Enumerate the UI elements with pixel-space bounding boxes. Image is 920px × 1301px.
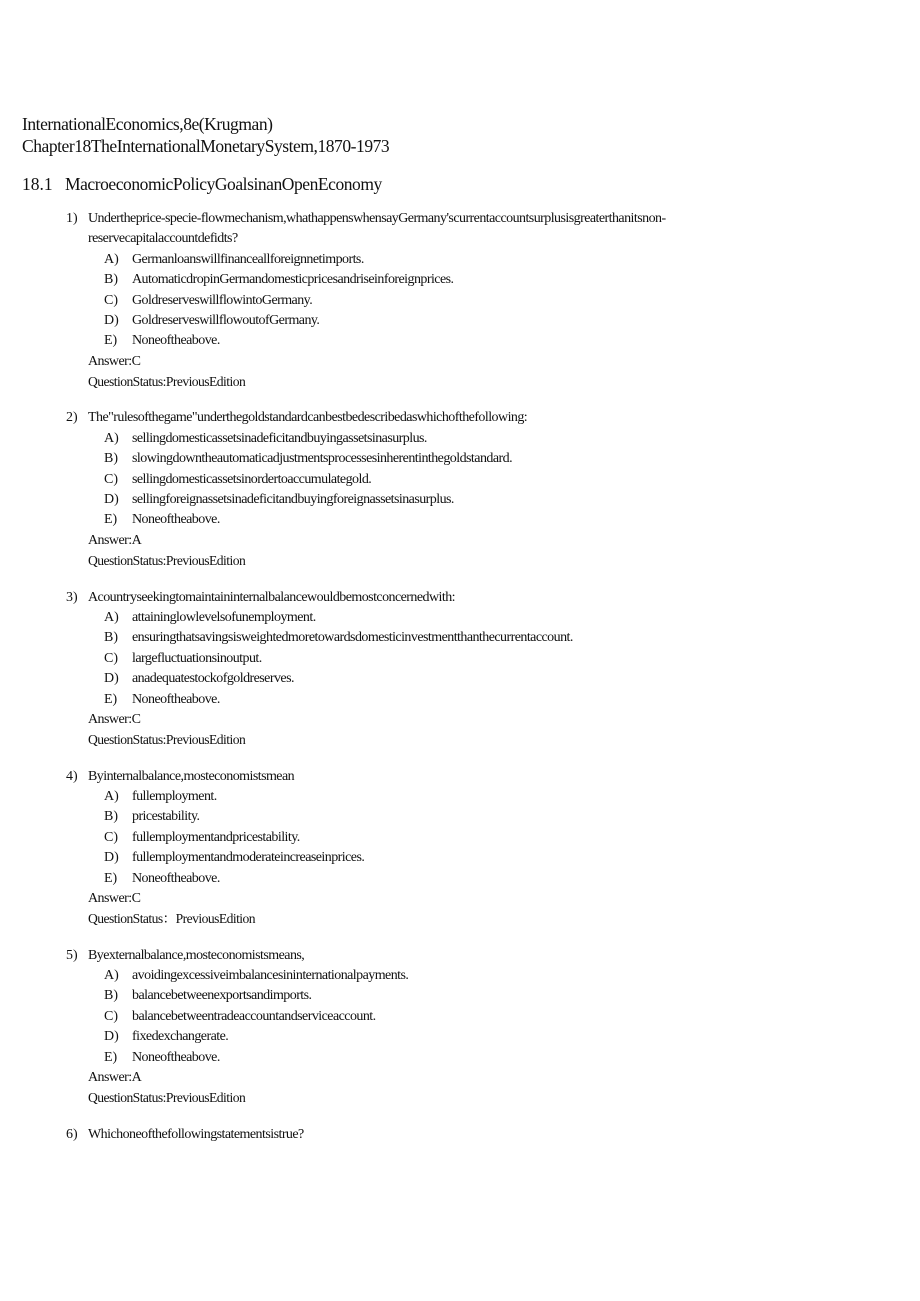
option-text: fixedexchangerate. — [132, 1029, 229, 1045]
answer-option — [66, 1048, 806, 1068]
question-text: Acountryseekingtomaintaininternalbalancewouldbemostconcernedwith: — [88, 589, 456, 605]
option-text: AutomaticdropinGermandomesticpricesandriseinforeignprices. — [132, 272, 454, 288]
answer-option — [66, 311, 806, 331]
option-letter: A) — [104, 430, 119, 446]
option-text: GoldreserveswillflowintoGermany. — [132, 292, 313, 308]
option-text: fullemploymentandpricestability. — [132, 829, 300, 845]
answer-option — [66, 669, 806, 689]
answer-option — [66, 787, 806, 807]
option-text: Noneoftheabove. — [132, 691, 220, 707]
option-letter: B) — [104, 988, 118, 1004]
option-letter: A) — [104, 968, 119, 983]
option-text: fullemployment. — [132, 788, 217, 804]
answer-option — [66, 690, 806, 710]
option-letter: A) — [104, 251, 119, 267]
question-stem — [66, 1125, 806, 1145]
option-letter: E) — [104, 691, 118, 707]
option-text: anadequatestockofgoldreserves. — [132, 671, 294, 687]
option-letter: D) — [104, 671, 119, 687]
question-stem — [66, 209, 806, 250]
option-letter: D) — [104, 850, 119, 866]
question-list — [66, 209, 806, 1161]
option-text: sellingdomesticassetsinordertoaccumulategold. — [132, 471, 372, 487]
option-text: avoidingexcessiveimbalancesininternationalpayments. — [132, 968, 409, 983]
answer-key: Answer:A — [88, 1070, 142, 1086]
answer-option — [66, 490, 806, 510]
question-status: QuestionStatus:PreviousEdition — [88, 1090, 246, 1106]
question-number: 2) — [66, 410, 78, 426]
option-letter: E) — [104, 870, 118, 886]
option-letter: B) — [104, 272, 118, 288]
question-item — [66, 767, 806, 930]
question-item — [66, 209, 806, 393]
option-letter: D) — [104, 492, 119, 508]
question-stem — [66, 767, 806, 787]
option-text: pricestability. — [132, 809, 200, 825]
question-status: QuestionStatus:PreviousEdition — [88, 374, 246, 390]
question-text: Byinternalbalance,mosteconomistsmean — [88, 768, 295, 784]
option-letter: C) — [104, 471, 118, 487]
answer-option — [66, 986, 806, 1006]
option-text: sellingforeignassetsinadeficitandbuyingforeignassetsinasurplus. — [132, 492, 454, 508]
answer-option — [66, 869, 806, 889]
question-text: Undertheprice-specie-flowmechanism,whathappenswhensayGermany'scurrentaccountsurplusisgreaterthanitsnon-reservecapitalaccountdefidts? — [88, 211, 666, 247]
option-letter: E) — [104, 512, 118, 528]
question-stem — [66, 946, 806, 966]
question-text: Byexternalbalance,mosteconomistsmeans, — [88, 947, 305, 963]
answer-option — [66, 510, 806, 530]
option-list — [66, 429, 806, 531]
option-letter: D) — [104, 1029, 119, 1045]
question-status: QuestionStatus：PreviousEdition — [88, 911, 256, 927]
question-number: 3) — [66, 589, 78, 605]
section-heading — [22, 174, 382, 194]
answer-option — [66, 449, 806, 469]
answer-option — [66, 828, 806, 848]
answer-key: Answer:C — [88, 890, 141, 906]
book-title: InternationalEconomics,8e(Krugman) — [22, 114, 273, 134]
answer-option — [66, 331, 806, 351]
option-letter: D) — [104, 313, 119, 329]
option-text: GoldreserveswillflowoutofGermany. — [132, 313, 320, 329]
option-text: slowingdowntheautomaticadjustmentsprocessesinherentinthegoldstandard. — [132, 451, 513, 467]
question-stem — [66, 408, 806, 428]
option-letter: C) — [104, 829, 118, 845]
option-text: balancebetweenexportsandimports. — [132, 988, 312, 1004]
answer-option — [66, 250, 806, 270]
answer-key: Answer:C — [88, 353, 141, 369]
question-number: 1) — [66, 211, 78, 226]
option-letter: C) — [104, 292, 118, 308]
answer-option — [66, 628, 806, 648]
option-text: balancebetweentradeaccountandserviceaccount. — [132, 1008, 376, 1024]
section-number: 18.1 — [22, 174, 53, 194]
option-text: Noneoftheabove. — [132, 333, 220, 349]
option-list — [66, 966, 806, 1068]
option-letter: B) — [104, 809, 118, 825]
option-text: fullemploymentandmoderateincreaseinprices. — [132, 850, 365, 866]
option-list — [66, 787, 806, 889]
question-stem — [66, 588, 806, 608]
option-list — [66, 608, 806, 710]
question-item — [66, 1125, 806, 1145]
answer-option — [66, 270, 806, 290]
option-letter: A) — [104, 609, 119, 625]
question-number: 6) — [66, 1126, 78, 1142]
answer-option — [66, 966, 806, 986]
document-header — [22, 113, 882, 157]
option-text: Noneoftheabove. — [132, 512, 220, 528]
option-text: attaininglowlevelsofunemployment. — [132, 609, 316, 625]
answer-option — [66, 807, 806, 827]
question-item — [66, 946, 806, 1109]
answer-option — [66, 649, 806, 669]
question-item — [66, 408, 806, 571]
answer-key: Answer:C — [88, 711, 141, 727]
answer-option — [66, 1007, 806, 1027]
question-text: The"rulesofthegame"underthegoldstandardcanbestbedescribedaswhichofthefollowing: — [88, 410, 528, 426]
option-letter: A) — [104, 788, 119, 804]
option-letter: C) — [104, 650, 118, 666]
option-letter: E) — [104, 1049, 118, 1065]
option-letter: E) — [104, 333, 118, 349]
option-text: Noneoftheabove. — [132, 1049, 220, 1065]
answer-option — [66, 848, 806, 868]
answer-key: Answer:A — [88, 532, 142, 548]
answer-option — [66, 429, 806, 449]
option-text: largefluctuationsinoutput. — [132, 650, 262, 666]
answer-option — [66, 608, 806, 628]
option-letter: B) — [104, 630, 118, 646]
answer-option — [66, 470, 806, 490]
option-text: sellingdomesticassetsinadeficitandbuyingassetsinasurplus. — [132, 430, 427, 446]
question-number: 4) — [66, 768, 78, 784]
answer-option — [66, 291, 806, 311]
question-number: 5) — [66, 947, 78, 963]
option-text: Noneoftheabove. — [132, 870, 220, 886]
option-letter: B) — [104, 451, 118, 467]
option-text: Germanloanswillfinanceallforeignnetimports. — [132, 251, 364, 267]
chapter-title: Chapter18TheInternationalMonetarySystem,1870-1973 — [22, 136, 390, 156]
option-list — [66, 250, 806, 352]
question-status: QuestionStatus:PreviousEdition — [88, 732, 246, 748]
question-text: Whichoneofthefollowingstatementsistrue? — [88, 1126, 304, 1142]
question-item — [66, 588, 806, 751]
question-status: QuestionStatus:PreviousEdition — [88, 553, 246, 569]
option-text: ensuringthatsavingsisweightedmoretowardsdomesticinvestmentthanthecurrentaccount. — [132, 630, 573, 646]
option-letter: C) — [104, 1008, 118, 1024]
section-title-text: MacroeconomicPolicyGoalsinanOpenEconomy — [65, 174, 382, 194]
answer-option — [66, 1027, 806, 1047]
